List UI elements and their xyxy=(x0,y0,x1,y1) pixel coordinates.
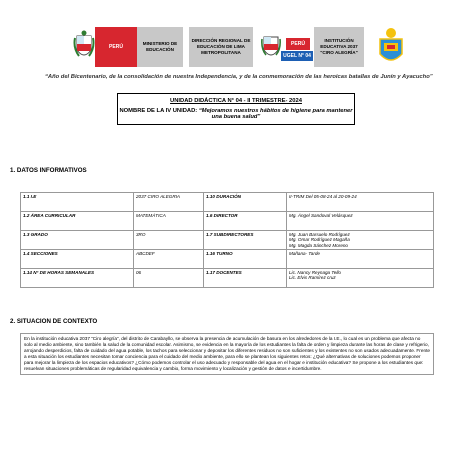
info-value: 06 xyxy=(134,269,204,288)
info-label: 1.2 ÁREA CURRICULAR xyxy=(21,212,134,231)
info-value xyxy=(287,231,434,250)
school-crest-logo xyxy=(376,26,406,66)
info-value-line: Mañana- Tarde xyxy=(289,251,320,256)
table-row xyxy=(21,231,434,250)
unit-name xyxy=(118,108,354,120)
dre-label: DIRECCIÓN REGIONAL DE EDUCACIÓN DE LIMA METROPOLITANA xyxy=(189,27,253,67)
section-1-title: 1. DATOS INFORMATIVOS xyxy=(10,167,87,174)
info-value-line: Mg. Juan Barsuelo Rodríguez xyxy=(289,232,350,237)
info-label: 1.3 GRADO xyxy=(21,231,134,250)
info-value xyxy=(287,193,434,212)
info-value-line: Mg. Ángel Sandoval Velásquez xyxy=(289,213,353,218)
info-value: ABCDEF xyxy=(134,250,204,269)
ugel-coat-of-arms-logo xyxy=(261,33,281,63)
ugel-label: UGEL N° 04 xyxy=(281,51,313,61)
peru-label-secondary: PERÚ xyxy=(286,38,310,50)
info-label: 1.17 DOCENTES xyxy=(204,269,287,288)
peru-label: PERÚ xyxy=(95,27,137,67)
info-label: 1.10 DURACIÓN xyxy=(204,193,287,212)
info-value xyxy=(287,269,434,288)
info-value-line: Mg. Magda Sánchez Moreno xyxy=(289,242,348,248)
info-label: 1.7 SUBDIRECTORES xyxy=(204,231,287,250)
info-value: MATEMÁTICA xyxy=(134,212,204,231)
info-label: 1.14 N° DE HORAS SEMANALES xyxy=(21,269,134,288)
unit-title-box xyxy=(117,93,355,125)
info-table xyxy=(20,192,434,288)
info-label: 1.4 SECCIONES xyxy=(21,250,134,269)
table-row xyxy=(21,250,434,269)
info-value-line: Lic. Elvis Ramírez cruz xyxy=(289,275,336,281)
context-paragraph: En la institución educativa 2037 “Ciro alegría”, del distrito de Carabayllo, se observa la presencia de acumulación de basura en los alrededores de la I.E., lo cual es un problema que afecta no solo al medio ambiente, sino también la salud de la comunidad escolar. Asimismo, se evidencia en la mayoría de los estudiantes la falta de orden y limpieza durante las horas de clase y refrigerio, arrojando desperdicios, falta de cuidado del agua potable, los tachos para seleccionar y depositar los diferentes residuos no son suficientes y los existentes no son usados adecuadamente. Frente a esta situación los estudiantes necesitan tomar conciencia para el cuidado del medio ambiente, para ello se plantean los siguientes retos: ¿Qué alternativas de soluciones podemos proponer para mejorar la limpieza de los espacios educativos? ¿Cómo podemos controlar el uso adecuado y responsable del agua en el hogar e institución educativa? Se propone a los estudiantes que: resuelvan situaciones problemáticas de regularidad equivalencia y cambio, forma movimiento y localización y gestión de datos e incertidumbre. xyxy=(20,333,434,375)
info-value xyxy=(287,250,434,269)
section-2-title: 2. SITUACION DE CONTEXTO xyxy=(10,318,98,325)
info-value xyxy=(287,212,434,231)
info-value-line: Lic. Nancy Reynaga Tello xyxy=(289,270,341,275)
table-row xyxy=(21,269,434,288)
unit-name-label: NOMBRE DE LA IV UNIDAD: xyxy=(119,108,198,114)
info-value: 3RO xyxy=(134,231,204,250)
info-value: 2037 CIRO ALEGRIA xyxy=(134,193,204,212)
info-label: 1.1 I.E xyxy=(21,193,134,212)
table-row xyxy=(21,193,434,212)
year-motto: “Año del Bicentenario, de la consolidación de nuestra Independencia, y de la conmemoración de las heroicas batallas de Junín y Ayacucho” xyxy=(45,74,433,80)
school-label: INSTITUCIÓN EDUCATIVA 2037 "CIRO ALEGRÍA" xyxy=(314,27,364,67)
info-value-line: II-TRIM Del 05-08-24 al 20-09-24 xyxy=(289,194,357,199)
unit-name-value: “Mejoramos nuestros hábitos de higiene para mantener una buena salud” xyxy=(198,108,353,120)
info-label: 1.6 DIRECTOR xyxy=(204,212,287,231)
peru-coat-of-arms-logo xyxy=(73,30,95,64)
info-value-line: Mg. Omar Rodríguez Magaña xyxy=(289,237,350,243)
info-label: 1.16 TURNO xyxy=(204,250,287,269)
unit-title: UNIDAD DIDÁCTICA N° 04 - II TRIMESTRE- 2024 xyxy=(170,98,302,104)
ministry-label: MINISTERIO DE EDUCACIÓN xyxy=(137,27,183,67)
table-row xyxy=(21,212,434,231)
